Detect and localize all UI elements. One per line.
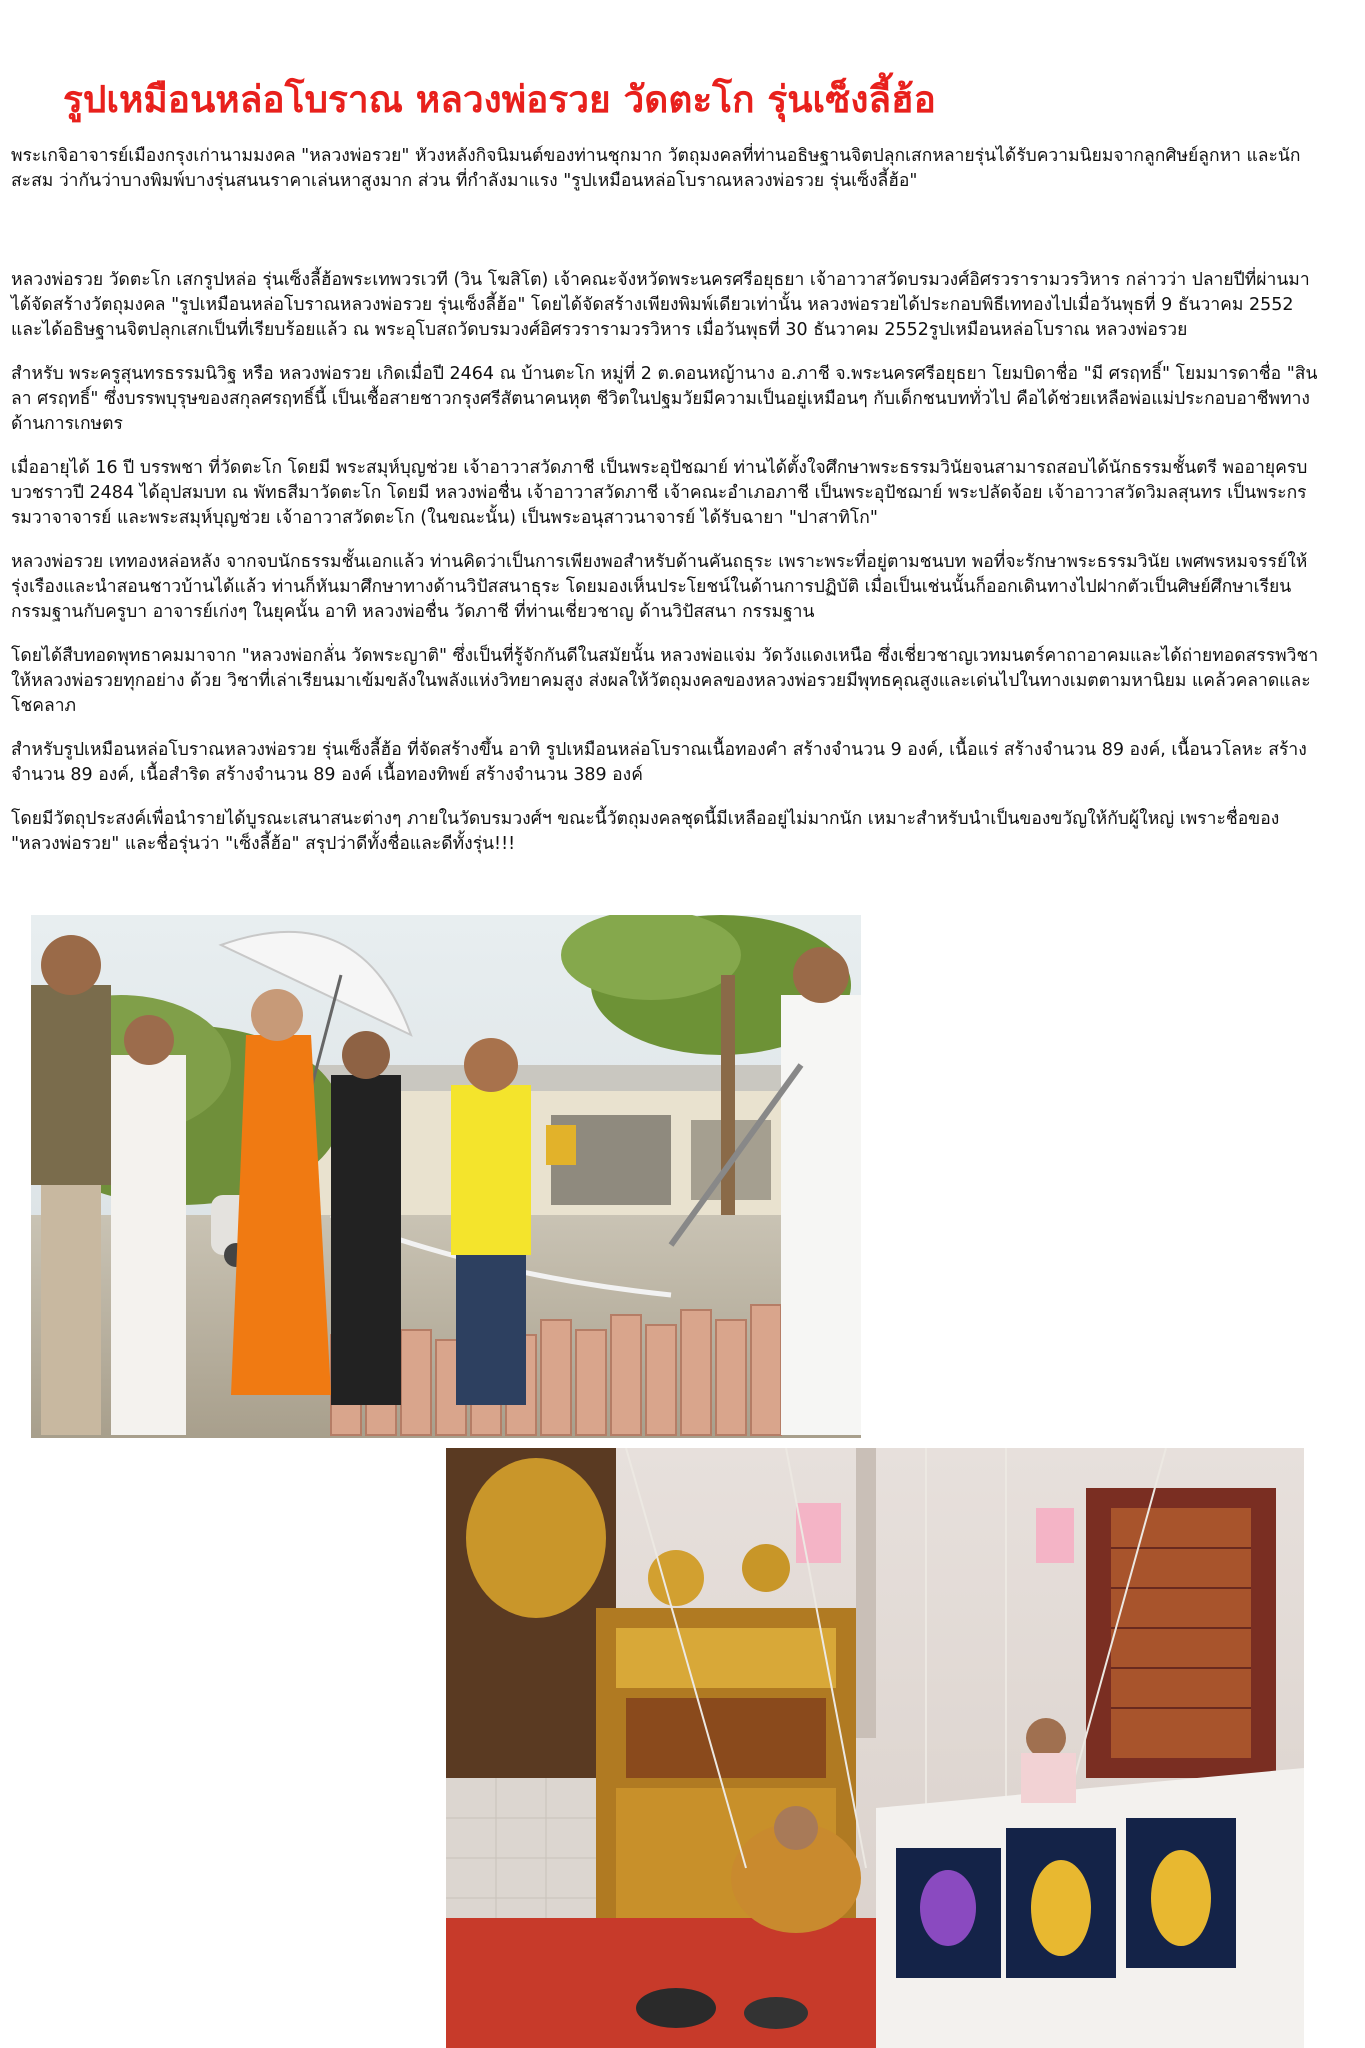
article-body xyxy=(11,144,1323,876)
temple-interior-photo xyxy=(446,1448,1304,2048)
article-paragraph: สำหรับรูปเหมือนหล่อโบราณหลวงพ่อรวย รุ่นเซ็งลี้ฮ้อ ที่จัดสร้างขึ้น อาทิ รูปเหมือนหล่อโบราณเนื้อทองคำ สร้างจำนวน 9 องค์, เนื้อแร่ สร้างจำนวน 89 องค์, เนื้อนวโลหะ สร้างจำนวน 89 องค์, เนื้อสำริด สร้างจำนวน 89 องค์ เนื้อทองทิพย์ สร้างจำนวน 389 องค์ xyxy=(11,740,1307,785)
paragraph-spacer xyxy=(11,219,1323,268)
article-paragraph: หลวงพ่อรวย เททองหล่อหลัง จากจบนักธรรมชั้นเอกแล้ว ท่านคิดว่าเป็นการเพียงพอสำหรับด้านคันถธุระ เพราะพระที่อยู่ตามชนบท พอที่จะรักษาพระธรรมวินัย เพศพรหมจรรย์ให้รุ่งเรืองและนำสอนชาวบ้านได้แล้ว ท่านก็หันมาศึกษาทางด้านวิปัสสนาธุระ โดยมองเห็นประโยชน์ในด้านการปฏิบัติ เมื่อเป็นเช่นนั้นก็ออกเดินทางไปฝากตัวเป็นศิษย์ศึกษาเรียนกรรมฐานกับครูบา อาจารย์เก่งๆ ในยุคนั้น อาทิ หลวงพ่อชื่น วัดภาชี ที่ท่านเชี่ยวชาญ ด้านวิปัสสนา กรรมฐาน xyxy=(11,552,1308,622)
article-paragraph: โดยมีวัตถุประสงค์เพื่อนำรายได้บูรณะเสนาสนะต่างๆ ภายในวัดบรมวงศ์ฯ ขณะนี้วัตถุมงคลชุดนี้มีเหลืออยู่ไม่มากนัก เหมาะสำหรับนำเป็นของขวัญให้กับผู้ใหญ่ เพราะชื่อของ "หลวงพ่อรวย" และชื่อรุ่นว่า "เซ็งลี้ฮ้อ" สรุปว่าดีทั้งชื่อและดีทั้งรุ่น!!! xyxy=(11,809,1280,854)
article-paragraph: หลวงพ่อรวย วัดตะโก เสกรูปหล่อ รุ่นเซ็งลี้ฮ้อพระเทพวรเวที (วิน โฆสิโต) เจ้าคณะจังหวัดพระนครศรีอยุธยา เจ้าอาวาสวัดบรมวงศ์อิศรวรารามวรวิหาร กล่าวว่า ปลายปีที่ผ่านมาได้จัดสร้างวัตถุมงคล "รูปเหมือนหล่อโบราณหลวงพ่อรวย รุ่นเซ็งลี้ฮ้อ" โดยได้จัดสร้างเพียงพิมพ์เดียวเท่านั้น หลวงพ่อรวยได้ประกอบพิธีเททองไปเมื่อวันพุธที่ 9 ธันวาคม 2552 และได้อธิษฐานจิตปลุกเสกเป็นที่เรียบร้อยแล้ว ณ พระอุโบสถวัดบรมวงศ์อิศรวรารามวรวิหาร เมื่อวันพุธที่ 30 ธันวาคม 2552รูปเหมือนหล่อโบราณ หลวงพ่อรวย xyxy=(11,270,1310,340)
article-paragraph: เมื่ออายุได้ 16 ปี บรรพชา ที่วัดตะโก โดยมี พระสมุห์บุญช่วย เจ้าอาวาสวัดภาชี เป็นพระอุปัชฌาย์ ท่านได้ตั้งใจศึกษาพระธรรมวินัยจนสามารถสอบได้นักธรรมชั้นตรี พออายุครบบวชราวปี 2484 ได้อุปสมบท ณ พัทธสีมาวัดตะโก โดยมี หลวงพ่อชื่น เจ้าอาวาสวัดภาชี เจ้าคณะอำเภอภาชี เป็นพระอุปัชฌาย์ พระปลัดจ้อย เจ้าอาวาสวัดวิมลสุนทร เป็นพระกรรมวาจาจารย์ และพระสมุห์บุญช่วย เจ้าอาวาสวัดตะโก (ในขณะนั้น) เป็นพระอนุสาวนาจารย์ ได้รับฉายา "ปาสาทิโก" xyxy=(11,458,1308,528)
article-paragraph: โดยได้สืบทอดพุทธาคมมาจาก "หลวงพ่อกลั่น วัดพระญาติ" ซึ่งเป็นที่รู้จักกันดีในสมัยนั้น หลวงพ่อแจ่ม วัดวังแดงเหนือ ซึ่งเชี่ยวชาญเวทมนตร์คาถาอาคมและได้ถ่ายทอดสรรพวิชาให้หลวงพ่อรวยทุกอย่าง ด้วย วิชาที่เล่าเรียนมาเข้มขลังในพลังแห่งวิทยาคมสูง ส่งผลให้วัตถุมงคลของหลวงพ่อรวยมีพุทธคุณสูงและเด่นไปในทางเมตตามหานิยม แคล้วคลาดและโชคลาภ xyxy=(11,646,1319,716)
page-title: รูปเหมือนหล่อโบราณ หลวงพ่อรวย วัดตะโก รุ่นเซ็งลี้ฮ้อ xyxy=(63,78,936,121)
article-paragraph: สำหรับ พระครูสุนทรธรรมนิวิฐ หรือ หลวงพ่อรวย เกิดเมื่อปี 2464 ณ บ้านตะโก หมู่ที่ 2 ต.ดอนหญ้านาง อ.ภาชี จ.พระนครศรีอยุธยา โยมบิดาชื่อ "มี ศรฤทธิ์" โยมมารดาชื่อ "สินลา ศรฤทธิ์" ซึ่งบรรพบุรุษของสกุลศรฤทธิ์นี้ เป็นเชื้อสายชาวกรุงศรีสัตนาคนหุต ชีวิตในปฐมวัยมีความเป็นอยู่เหมือนๆ กับเด็กชนบททั่วไป คือได้ช่วยเหลือพ่อแม่ประกอบอาชีพทางด้านการเกษตร xyxy=(11,364,1318,434)
ceremony-outdoor-photo xyxy=(31,915,861,1438)
article-paragraph: พระเกจิอาจารย์เมืองกรุงเก่านามมงคล "หลวงพ่อรวย" หัวงหลังกิจนิมนต์ของท่านชุกมาก วัตถุมงคลที่ท่านอธิษฐานจิตปลุกเสกหลายรุ่นได้รับความนิยมจากลูกศิษย์ลูกหา และนักสะสม ว่ากันว่าบางพิมพ์บางรุ่นสนนราคาเล่นหาสูงมาก ส่วน ที่กำลังมาแรง "รูปเหมือนหล่อโบราณหลวงพ่อรวย รุ่นเซ็งลี้ฮ้อ" xyxy=(11,146,1301,191)
